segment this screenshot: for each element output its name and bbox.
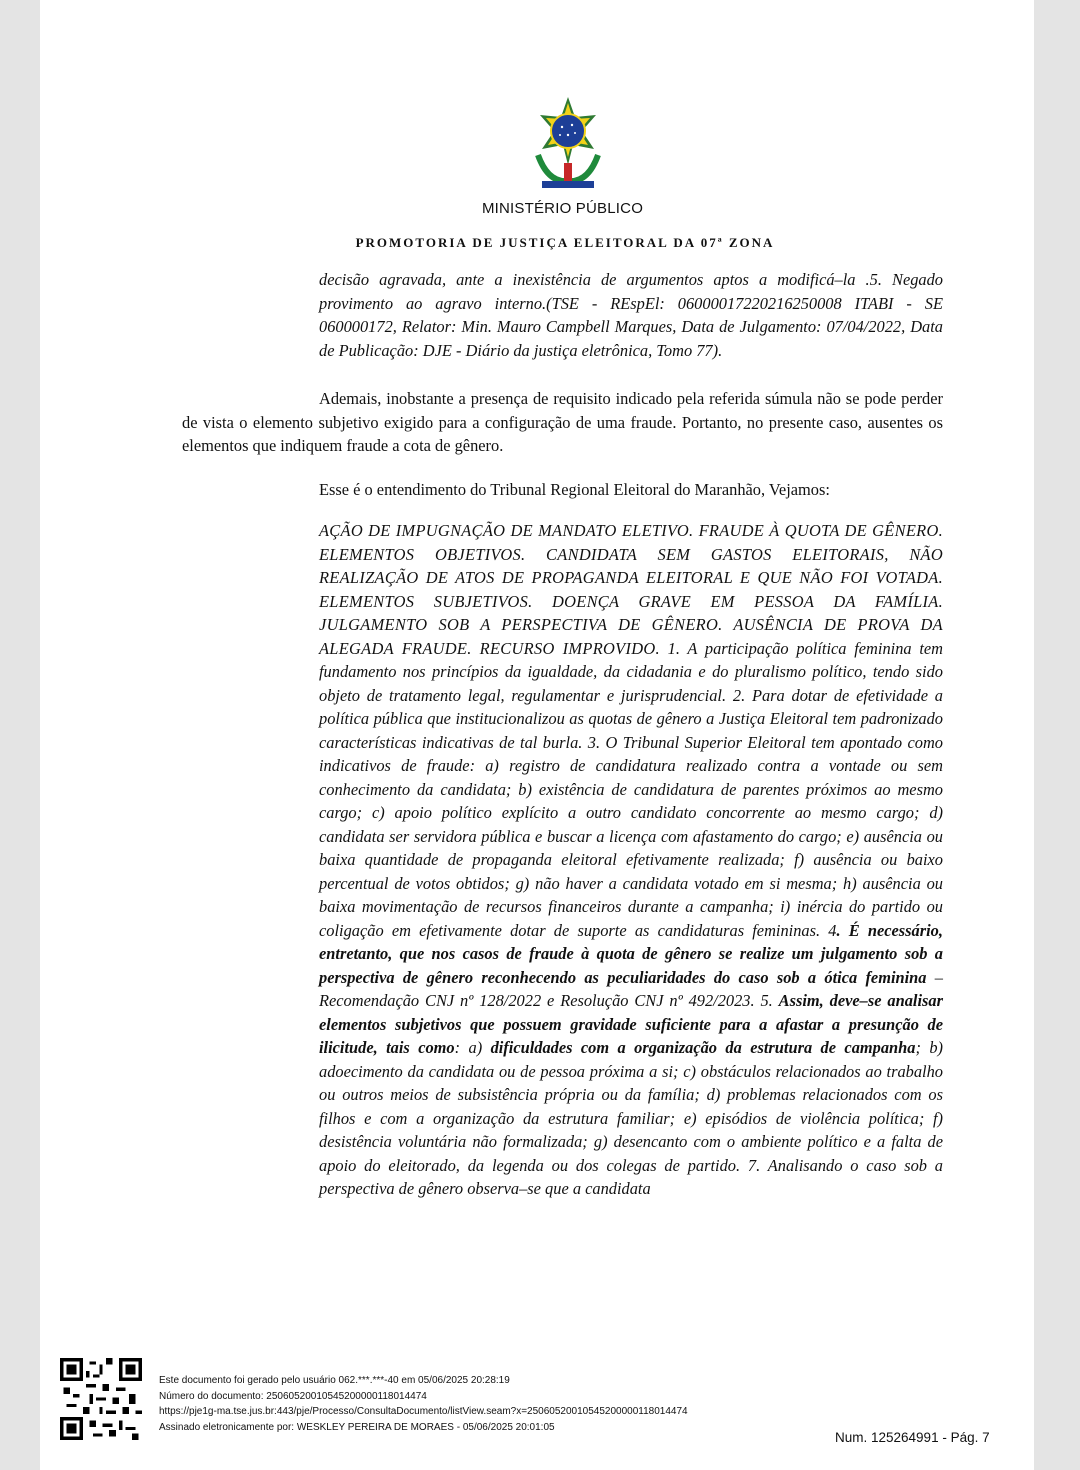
paragraph-entendimento: Esse é o entendimento do Tribunal Regional Eleitoral do Maranhão, Vejamos: — [319, 480, 830, 499]
quote-continuation: decisão agravada, ante a inexistência de argumentos aptos a modificá–la .5. Negado provimento ao agravo interno.(TSE - REspEl: 06000017220216250008 ITABI - SE 060000172, Relator: Min. Mauro Campbell Marques, Data de Julgamento: 07/04/2022, Data de Publicação: DJE - Diário da justiça eletrônica, Tomo 77). — [319, 270, 943, 360]
quote-segment: ; b) adoecimento da candidata ou de pessoa próxima a si; c) obstáculos relacionados ao trabalho ou outros meios de subsistência própria ou da família; d) problemas relacionados com os filhos e com a organização da estrutura familiar; e) episódios de violência política; f) desistência voluntária não formalizada; g) desencanto com o ambiente político e a falta de apoio do eleitorado, da legenda ou dos colegas de partido. 7. Analisando o caso sob a perspectiva de gênero observa–se que a candidata — [319, 1038, 943, 1198]
document-url-line: https://pje1g-ma.tse.jus.br:443/pje/Processo/ConsultaDocumento/listView.seam?x=25060520010545200000118014474 — [159, 1406, 688, 1417]
generated-by-line: Este documento foi gerado pelo usuário 062.***.***-40 em 05/06/2025 20:28:19 — [159, 1375, 510, 1386]
quote-bold-segment: . É necessário, entretanto, que nos casos de fraude à quota de gênero se realize um julgamento sob a perspectiva de gênero reconhecendo as peculiaridades do caso sob a ótica feminina — [319, 920, 943, 987]
signature-info — [159, 1373, 688, 1435]
page-number: Num. 125264991 - Pág. 7 — [835, 1430, 990, 1445]
quote-segment: : a) — [454, 1038, 491, 1057]
quote-bold-segment: dificuldades com a organização da estrutura de campanha — [490, 1038, 916, 1057]
paragraph-ademais: Ademais, inobstante a presença de requisito indicado pela referida súmula não se pode perder de vista o elemento subjetivo exigido para a configuração de uma fraude. Portanto, no presente caso, ausentes os elementos que indiquem fraude a cota de gênero. — [182, 389, 943, 455]
quote-tre-ma — [319, 519, 943, 1201]
qr-code — [60, 1358, 142, 1440]
ministry-title: MINISTÉRIO PÚBLICO — [481, 200, 644, 217]
coat-of-arms-logo — [528, 93, 608, 193]
signed-by-line: Assinado eletronicamente por: WESKLEY PEREIRA DE MORAES - 05/06/2025 20:01:05 — [159, 1421, 555, 1433]
quote-segment: 1. A participação política feminina tem fundamento nos princípios da igualdade, da cidadania e do pluralismo político, tendo sido objeto de tratamento legal, regulamentar e jurisprudencial. 2. Para dotar de efetividade a política pública que institucionalizou as quotas de gênero a Justiça Eleitoral tem padronizado características indicativas de tal burla. 3. O Tribunal Superior Eleitoral tem apontado como indicativos de fraude: a) registro de candidatura realizado contra a vontade ou sem conhecimento da candidata; b) existência de candidatura de parentes próximos ao mesmo cargo; c) apoio político explícito a outro candidato concorrente ao mesmo cargo; d) candidata ser servidora pública e buscar a licença com afastamento do cargo; e) ausência ou baixa quantidade de propaganda eleitoral efetivamente realizada; f) ausência ou baixo percentual de votos obtidos; g) não haver a candidata votado em si mesma; h) ausência ou baixa movimentação de recursos financeiros durante a campanha; i) inércia do partido ou coligação em efetivamente dotar de suporte as candidaturas femininas. 4 — [319, 638, 943, 940]
quote-bold-segment: Assim, deve–se analisar elementos subjetivos que possuem gravidade suficiente para a afastar a presunção de ilicitude, tais como — [319, 991, 943, 1057]
quote-ementa-headings: AÇÃO DE IMPUGNAÇÃO DE MANDATO ELETIVO. FRAUDE À QUOTA DE GÊNERO. ELEMENTOS OBJETIVOS. CANDIDATA SEM GASTOS ELEITORAIS, NÃO REALIZAÇÃO DE ATOS DE PROPAGANDA ELEITORAL E QUE NÃO FOI VOTADA. ELEMENTOS SUBJETIVOS. DOENÇA GRAVE EM PESSOA DA FAMÍLIA. JULGAMENTO SOB A PERSPECTIVA DE GÊNERO. AUSÊNCIA DE PROVA DA ALEGADA FRAUDE. RECURSO IMPROVIDO. — [319, 521, 943, 658]
prosecutor-office-title: PROMOTORIA DE JUSTIÇA ELEITORAL DA 07ª ZONA — [355, 235, 775, 250]
document-number-line: Número do documento: 25060520010545200000118014474 — [159, 1390, 427, 1402]
quote-segment: – Recomendação CNJ nº 128/2022 e Resolução CNJ nº 492/2023. 5. — [319, 967, 943, 1010]
